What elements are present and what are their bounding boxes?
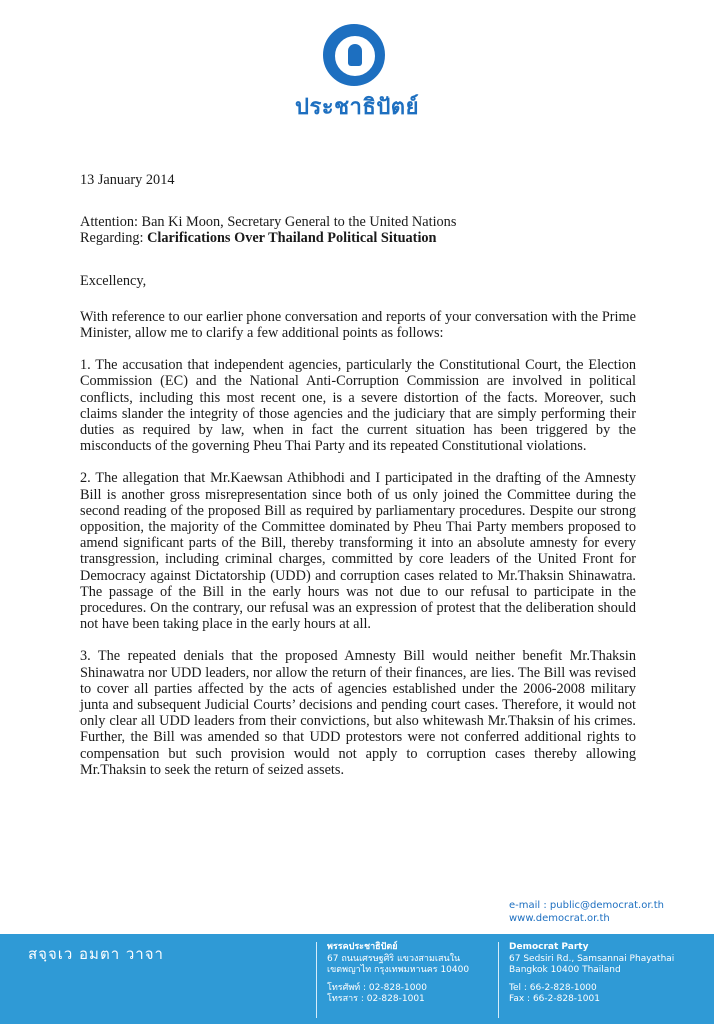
thai-phone: โทรศัพท์ : 02-828-1000: [327, 982, 427, 993]
regarding-subject: Clarifications Over Thailand Political Situation: [147, 230, 437, 247]
point-2-paragraph: 2. The allegation that Mr.Kaewsan Athibhodi and I participated in the drafting of the Amnesty Bill is another gross misrepresentation since both of us only joined the Committee during the second reading of the proposed Bill as required by parliamentary procedures. Despite our strong opposition, the majority of the Committee dominated by Pheu Thai Party members proposed to amend significant parts of the Bill, thereby transforming it into an absolute amnesty for every transgression, including criminal charges, committed by core leaders of the United Front for Democracy against Dictatorship (UDD) and corruption cases related to Mr.Thaksin Shinawatra. The passage of the Bill in the early hours was not due to our refusal to participate in the procedures. On the contrary, our refusal was an expression of protest that the deliberation should not have been taking place in the early hours at all.: [80, 470, 636, 633]
regarding-label: Regarding:: [80, 230, 144, 247]
english-address-block: [498, 942, 709, 1018]
english-address-line-1: 67 Sedsiri Rd., Samsannai Phayathai: [509, 953, 675, 964]
english-address-line-2: Bangkok 10400 Thailand: [509, 965, 621, 975]
regarding-line: [80, 230, 636, 246]
website-url: www.democrat.or.th: [509, 913, 610, 924]
point-3-paragraph: 3. The repeated denials that the proposed Amnesty Bill would neither benefit Mr.Thaksin Shinawatra nor UDD leaders, nor allow the return of their finances, are lies. The Bill was revised to cover all parties affected by the acts of agencies established under the 2006-2008 military junta and subsequent Judicial Courts’ decisions and pending court cases. Therefore, it would not only clear all UDD leaders from their convictions, but also whitewash Mr.Thaksin of his crimes. Further, the Bill was amended so that UDD protestors were not conferred additional rights to compensation but such provision would not apply to corruption cases thereby allowing Mr.Thaksin to seek the return of seized assets.: [80, 648, 636, 778]
letter-body: [80, 172, 636, 794]
party-wordmark: ประชาธิปัตย์: [295, 95, 419, 120]
contact-block: [509, 899, 664, 925]
party-seal-logo: [323, 24, 385, 86]
seal-figure-icon: [348, 44, 362, 66]
thai-address-line-2: เขตพญาไท กรุงเทพมหานคร 10400: [327, 965, 470, 975]
english-phone: Tel : 66-2-828-1000: [509, 982, 597, 993]
attention-line: Attention: Ban Ki Moon, Secretary General to the United Nations: [80, 214, 457, 231]
point-1-paragraph: 1. The accusation that independent agencies, particularly the Constitutional Court, the Election Commission (EC) and the National Anti-Corruption Commission are involved in political conflicts, including this most recent one, is a severe distortion of the facts. Moreover, such claims slander the integrity of those agencies and the judiciary that are simply performing their duties as required by law, when in fact the current situation has been triggered by the misconducts of the governing Pheu Thai Party and its repeated Constitutional violations.: [80, 357, 636, 455]
thai-address-line-1: 67 ถนนเศรษฐศิริ แขวงสามเสนใน: [327, 953, 461, 964]
party-motto: สจฺจเว อมตา วาจา: [28, 945, 164, 963]
seal-emblem: [334, 35, 376, 77]
intro-paragraph: With reference to our earlier phone conversation and reports of your conversation with the Prime Minister, allow me to clarify a few additional points as follows:: [80, 308, 636, 342]
english-fax: Fax : 66-2-828-1001: [509, 994, 600, 1004]
thai-party-name: พรรคประชาธิปัตย์: [327, 942, 398, 952]
thai-address-block: [316, 942, 502, 1018]
english-party-name: Democrat Party: [509, 942, 589, 952]
salutation: Excellency,: [80, 272, 147, 289]
letter-date: 13 January 2014: [80, 172, 175, 188]
email-address: e-mail : public@democrat.or.th: [509, 900, 664, 911]
thai-fax: โทรสาร : 02-828-1001: [327, 994, 425, 1004]
footer-band: [0, 934, 714, 1024]
